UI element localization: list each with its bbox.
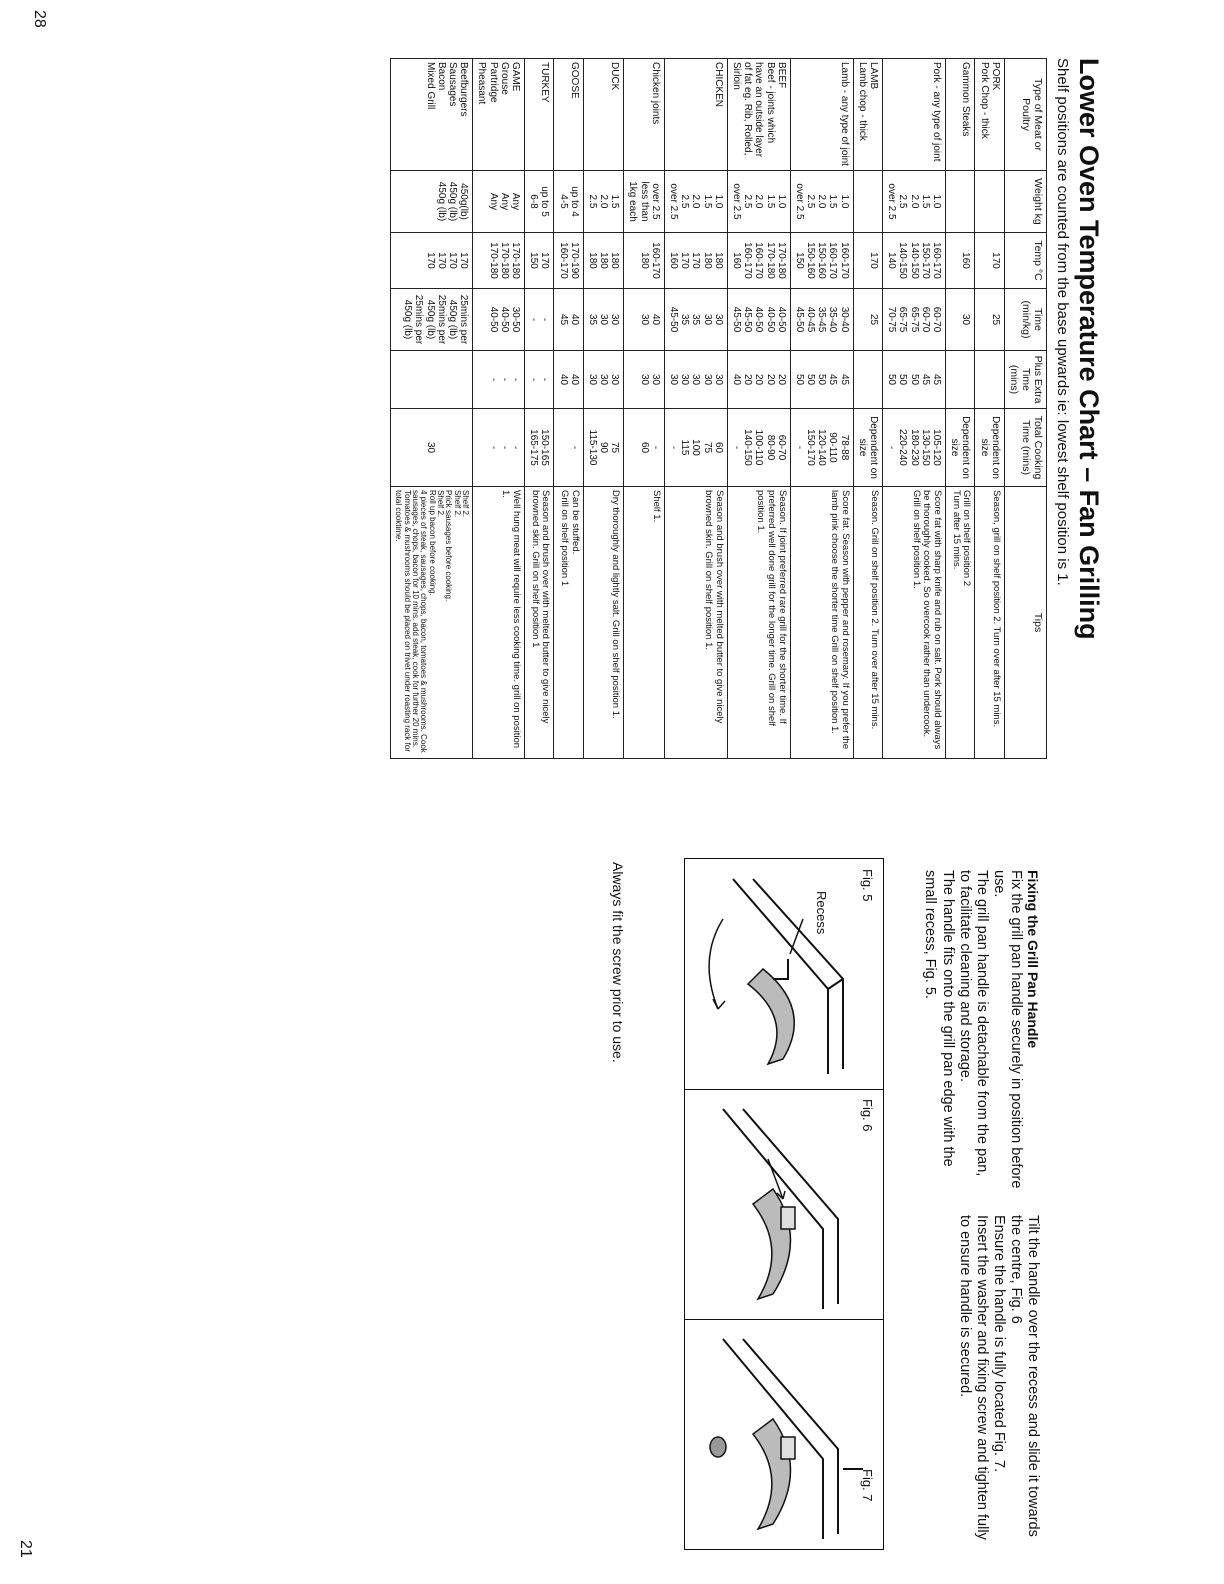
header-total: Total Cooking Time (mins) <box>1004 409 1046 487</box>
cell-temp: 170 <box>975 233 1004 289</box>
cell-time: 60-70 60-70 65-75 65-75 70-75 <box>883 289 946 351</box>
grilling-table <box>390 58 1047 759</box>
cell-type: Pork - any type of joint <box>883 59 946 171</box>
cell-tips: Score fat. Season with pepper and rosemary. If you prefer the lamb pink choose the shorter time Grill on shelf position 1. <box>790 487 853 759</box>
cell-temp: 170-180 170-180 170-180 <box>473 233 525 289</box>
table-row <box>583 59 624 759</box>
cell-tips: Well hung meat will require less cooking time. grill on position 1. <box>473 487 525 759</box>
cell-total: Dependent on size <box>946 409 975 487</box>
cell-time: 30-40 35-40 35-45 40-45 45-50 <box>790 289 853 351</box>
cell-type: Gammon Steaks <box>946 59 975 171</box>
cell-type: CHICKEN <box>664 59 727 171</box>
fig5-illustration <box>685 859 883 1089</box>
cell-total: 150-165 165-175 <box>525 409 554 487</box>
cell-total: 105-120 130-150 180-230 220-240 - <box>883 409 946 487</box>
fig7-label: Fig. 7 <box>860 1469 875 1502</box>
cell-total: 78-88 90-110 120-140 150-170 - <box>790 409 853 487</box>
fig5-label: Fig. 5 <box>860 869 875 902</box>
cell-type: Chicken joints <box>624 59 665 171</box>
cell-temp: 180 180 180 <box>583 233 624 289</box>
table-row <box>554 59 583 759</box>
table-row <box>790 59 853 759</box>
table-header-row <box>1004 59 1046 759</box>
cell-extra: 45 45 50 50 50 <box>883 351 946 409</box>
cell-extra: 20 20 20 20 40 <box>727 351 790 409</box>
cell-weight: 1.0 1.5 2.0 2.5 over 2.5 <box>790 171 853 233</box>
cell-total: - - - <box>473 409 525 487</box>
header-type: Type of Meat or Poultry <box>1004 59 1046 171</box>
cell-temp: 160-170 150-170 140-150 140-150 140 <box>883 233 946 289</box>
header-weight: Weight kg <box>1004 171 1046 233</box>
cell-time: 40 30 <box>624 289 665 351</box>
cell-weight: 450g(lb) 450g (lb) 450g (lb) <box>390 171 473 233</box>
fixing-paragraph-1: Fix the grill pan handle securely in position before use. The grill pan handle is detachable from the pan, to facilitate cleaning and storage. The handle fits onto the grill pan edge with the small recess, Fig. 5. <box>922 870 1024 1189</box>
cell-extra: - - - <box>473 351 525 409</box>
cell-temp: 160-170 180 <box>624 233 665 289</box>
cell-type: PORK Pork Chop - thick <box>975 59 1004 171</box>
table-row <box>946 59 975 759</box>
cell-type: Lamb - any type of joint <box>790 59 853 171</box>
cell-tips: Score fat with sharp knife and rub on salt. Pork should always be thoroughly cooked. So overcook rather than undercook. Grill on shelf position 1. <box>883 487 946 759</box>
cell-total: Dependent on size <box>853 409 882 487</box>
cell-time: 30 30 35 35 45-50 <box>664 289 727 351</box>
cell-tips: Shelf 1. <box>624 487 665 759</box>
cell-temp: 170 <box>853 233 882 289</box>
cell-temp: 170 170 170 170 <box>390 233 473 289</box>
cell-total: 60-70 80-90 100-110 140-150 - <box>727 409 790 487</box>
table-body <box>390 59 1004 759</box>
table-row <box>727 59 790 759</box>
fixing-heading: Fixing the Grill Pan Handle <box>1025 870 1041 1049</box>
cell-type: GAME Grouse Partridge Pheasant <box>473 59 525 171</box>
cell-time: 40 45 <box>554 289 583 351</box>
cell-temp: 160 <box>946 233 975 289</box>
cell-weight <box>975 171 1004 233</box>
page-number-left: 28 <box>31 10 48 28</box>
cell-weight <box>946 171 975 233</box>
cell-extra: 30 30 <box>624 351 665 409</box>
cell-weight: Any Any Any <box>473 171 525 233</box>
cell-tips: Season and brush over with melted butter to give nicely browned skin. Grill on shelf position 1. <box>664 487 727 759</box>
cell-total: 30 <box>390 409 473 487</box>
cell-tips: Season. Grill on shelf position 2. Turn over after 15 mins. <box>853 487 882 759</box>
cell-total: 75 90 115-130 <box>583 409 624 487</box>
table-row <box>883 59 946 759</box>
cell-weight: 1.0 1.5 2.0 2.5 over 2.5 <box>883 171 946 233</box>
cell-time: 30 30 35 <box>583 289 624 351</box>
cell-type: TURKEY <box>525 59 554 171</box>
fig6-illustration <box>685 1089 883 1319</box>
chart-subtitle: Shelf positions are counted from the base upwards ie: lowest shelf position is 1. <box>1054 58 1071 586</box>
header-tips: Tips <box>1004 487 1046 759</box>
cell-tips: Season, grill on shelf position 2. Turn over after 15 mins. <box>975 487 1004 759</box>
cell-total: 60 75 100 115 - <box>664 409 727 487</box>
cell-total: Dependent on size <box>975 409 1004 487</box>
cell-time: 30 <box>946 289 975 351</box>
cell-temp: 160-170 160-170 150-160 150-160 150 <box>790 233 853 289</box>
cell-temp: 170-180 170-180 160-170 160-170 160 <box>727 233 790 289</box>
figure-7 <box>685 1319 883 1549</box>
fixing-paragraph-2: Tilt the handle over the recess and slide it towards the centre, Fig. 6 Ensure the handle is fully located Fig. 7. Insert the washer and fixing screw and tighten fully to ensure handle is secured. <box>956 1215 1041 1540</box>
cell-total: - <box>554 409 583 487</box>
cell-extra: 45 45 50 50 50 <box>790 351 853 409</box>
cell-extra: 30 30 30 <box>583 351 624 409</box>
cell-weight: 1.0 1.5 2.0 2.5 over 2.5 <box>664 171 727 233</box>
cell-type: LAMB Lamb chop - thick <box>853 59 882 171</box>
cell-type: GOOSE <box>554 59 583 171</box>
table-row <box>525 59 554 759</box>
cell-extra <box>946 351 975 409</box>
screw-note: Always fit the screw prior to use. <box>610 862 626 1063</box>
cell-tips: Grill on shelf position 2 Turn after 15 mins. <box>946 487 975 759</box>
cell-time: 25mins per 450g (lb) 25mins per 450g (lb) 25mins per 450g (lb) <box>390 289 473 351</box>
cell-extra <box>390 351 473 409</box>
cell-extra: 30 30 30 30 30 <box>664 351 727 409</box>
cell-tips: Dry thoroughly and lightly salt. Grill on shelf position 1. <box>583 487 624 759</box>
cell-weight: up to 4 4-5 <box>554 171 583 233</box>
table-row <box>624 59 665 759</box>
cell-type: BEEF Beef - joints which have an outside layer of fat eg. Rib, Rolled, Sirloin <box>727 59 790 171</box>
table-row <box>473 59 525 759</box>
table-row <box>664 59 727 759</box>
chart-title: Lower Oven Temperature Chart – Fan Grilling <box>1074 58 1104 640</box>
fig7-illustration <box>685 1319 883 1549</box>
header-extra: Plus Extra Time (mins) <box>1004 351 1046 409</box>
table-row <box>390 59 473 759</box>
cell-tips: Season. If joint preferred rare grill for the shorter time. If preferred well done grill for the longer time. Grill on shelf position 1. <box>727 487 790 759</box>
table-row <box>975 59 1004 759</box>
cell-weight: 1.5 2.0 2.5 <box>583 171 624 233</box>
cell-type: Beefburgers Sausages Bacon Mixed Grill <box>390 59 473 171</box>
cell-weight: up to 5 6-8 <box>525 171 554 233</box>
figures-panel <box>684 858 884 1550</box>
cell-total: - 60 <box>624 409 665 487</box>
table-row <box>853 59 882 759</box>
figure-6 <box>685 1089 883 1320</box>
cell-time: 25 <box>975 289 1004 351</box>
cell-extra <box>853 351 882 409</box>
cell-temp: 170 150 <box>525 233 554 289</box>
cell-temp: 180 180 170 170 160 <box>664 233 727 289</box>
page-number-right: 21 <box>17 1540 34 1558</box>
cell-type: DUCK <box>583 59 624 171</box>
cell-temp: 170-190 160-170 <box>554 233 583 289</box>
cell-weight: 1.0 1.5 2.0 2.5 over 2.5 <box>727 171 790 233</box>
header-time: Time (min/kg) <box>1004 289 1046 351</box>
cell-tips: Season and brush over with melted butter to give nicely browned skin. Grill on shelf position 1 <box>525 487 554 759</box>
cell-extra: - - <box>525 351 554 409</box>
cell-tips: Shelf 2. Shelf 2. Prick sausages before cooking. Shelf 2. Roll up bacon before cooking. 4 pieces of steak, sausages, chops, bacon, tomatoes & mushrooms. Cook sausages, chops, bacon for 10 mins. add steak, cook for further 20 mins. Tomatoes & mushrooms should be placed on trivet under roasting rack for total cooktime. <box>390 487 473 759</box>
cell-time: 40-50 40-50 40-50 45-50 45-50 <box>727 289 790 351</box>
cell-time: 30-50 40-50 40-50 <box>473 289 525 351</box>
figure-5 <box>685 859 883 1090</box>
cell-time: - - <box>525 289 554 351</box>
header-temp: Temp °C <box>1004 233 1046 289</box>
recess-label: Recess <box>814 891 829 935</box>
cell-extra <box>975 351 1004 409</box>
cell-time: 25 <box>853 289 882 351</box>
cell-tips: Can be stuffed. Grill on shelf position 1 <box>554 487 583 759</box>
cell-weight: over 2.5 less than 1kg each <box>624 171 665 233</box>
cell-weight <box>853 171 882 233</box>
cell-extra: 40 40 <box>554 351 583 409</box>
fig6-label: Fig. 6 <box>860 1099 875 1132</box>
